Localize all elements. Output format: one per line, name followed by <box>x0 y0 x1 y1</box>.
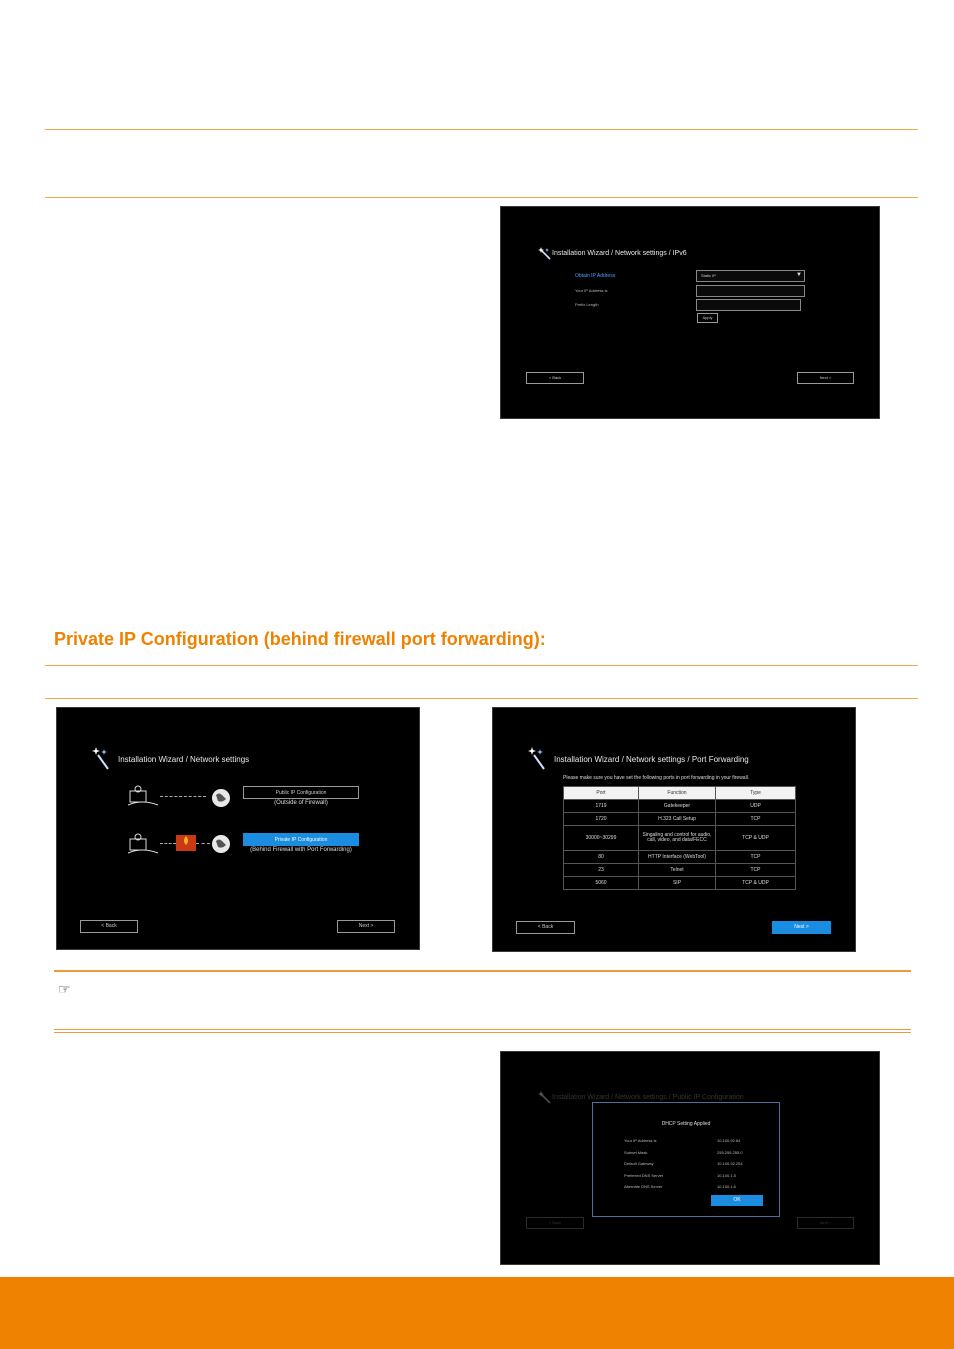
public-ip-subtext: (Outside of Firewall) <box>274 800 328 806</box>
magic-wand-icon <box>538 247 552 261</box>
type-cell: TCP <box>716 864 796 877</box>
preferred-dns-label: Preferred DNS Server <box>624 1173 664 1178</box>
back-button[interactable]: < Back <box>526 1217 584 1229</box>
prefix-length-label: Prefix Length <box>575 302 599 307</box>
next-button[interactable]: Next > <box>797 1217 854 1229</box>
function-cell: Singaling and control for audio, call, video, and data/FECC <box>639 826 716 851</box>
magic-wand-icon <box>538 1091 552 1105</box>
wizard-title: Installation Wizard / Network settings <box>118 755 250 764</box>
camera-icon <box>126 785 160 807</box>
port-table <box>563 786 796 890</box>
ip-address-label: Your IP Address is <box>624 1138 657 1143</box>
globe-icon <box>210 787 232 809</box>
divider-top-1 <box>45 129 918 130</box>
preferred-dns-value: 10.100.1.5 <box>717 1173 736 1178</box>
table-row <box>564 864 796 877</box>
connection-line <box>160 843 176 844</box>
ip-address-input[interactable] <box>696 285 805 297</box>
port-cell: 80 <box>564 851 639 864</box>
alternate-dns-value: 10.100.1.6 <box>717 1184 736 1189</box>
prefix-length-input[interactable] <box>696 299 801 311</box>
table-row <box>564 877 796 890</box>
next-button[interactable]: Next > <box>337 920 395 933</box>
table-header-row <box>564 787 796 800</box>
chevron-down-icon: ▼ <box>796 272 802 278</box>
type-cell: TCP <box>716 813 796 826</box>
pointing-hand-icon: ☞ <box>58 981 71 997</box>
type-cell: TCP & UDP <box>716 877 796 890</box>
default-gateway-label: Default Gateway <box>624 1161 654 1166</box>
background-wizard-title: Installation Wizard / Network settings / Public IP Configuration <box>552 1094 744 1101</box>
instruction-text: Please make sure you have set the following ports in port forwarding in your firewall. <box>563 775 750 781</box>
magic-wand-icon <box>92 747 112 771</box>
function-cell: HTTP Interface (WebTool) <box>639 851 716 864</box>
globe-icon <box>210 833 232 855</box>
function-cell: H.323 Call Setup <box>639 813 716 826</box>
section-heading: Private IP Configuration (behind firewall port forwarding): <box>54 629 546 649</box>
connection-line <box>160 796 206 797</box>
footer-bar <box>0 1277 954 1349</box>
port-cell: 1720 <box>564 813 639 826</box>
default-gateway-value: 10.100.92.254 <box>717 1161 743 1166</box>
function-cell: Gatekeeper <box>639 800 716 813</box>
divider-mid-2 <box>45 698 918 699</box>
ok-button[interactable]: OK <box>711 1195 763 1206</box>
port-cell: 1719 <box>564 800 639 813</box>
column-header: Type <box>716 787 796 800</box>
function-cell: SIP <box>639 877 716 890</box>
dhcp-dialog <box>592 1102 780 1217</box>
subnet-mask-label: Subnet Mask <box>624 1150 648 1155</box>
divider-top-2 <box>45 197 918 198</box>
ip-address-value: 10.100.92.84 <box>717 1138 741 1143</box>
obtain-ip-value: Static IP <box>701 273 716 278</box>
column-header: Port <box>564 787 639 800</box>
dhcp-applied-screenshot <box>500 1051 880 1265</box>
private-ip-subtext: (Behind Firewall with Port Forwarding) <box>250 847 352 853</box>
back-button[interactable]: < Back <box>80 920 138 933</box>
note-divider-bottom-1 <box>54 1029 911 1030</box>
wizard-title: Installation Wizard / Network settings / IPv6 <box>552 250 687 257</box>
next-button[interactable]: Next > <box>772 921 831 934</box>
wizard-title: Installation Wizard / Network settings / Port Forwarding <box>554 755 749 764</box>
note-divider-bottom-2 <box>54 1032 911 1033</box>
private-ip-option[interactable]: Private IP Configuration <box>243 833 359 846</box>
back-button[interactable]: < Back <box>516 921 575 934</box>
magic-wand-icon <box>528 747 548 771</box>
next-button[interactable]: Next > <box>797 372 854 384</box>
back-button[interactable]: < Back <box>526 372 584 384</box>
public-ip-option[interactable]: Public IP Configuration <box>243 786 359 799</box>
table-row <box>564 826 796 851</box>
network-settings-screenshot <box>56 707 420 950</box>
port-cell: 30000~30299 <box>564 826 639 851</box>
dialog-title: DHCP Setting Applied <box>661 1121 711 1127</box>
type-cell: UDP <box>716 800 796 813</box>
firewall-icon <box>176 833 196 851</box>
apply-button[interactable]: Apply <box>697 313 718 323</box>
table-row <box>564 800 796 813</box>
column-header: Function <box>639 787 716 800</box>
type-cell: TCP & UDP <box>716 826 796 851</box>
table-row <box>564 851 796 864</box>
function-cell: Telnet <box>639 864 716 877</box>
alternate-dns-label: Alternate DNS Server <box>624 1184 663 1189</box>
ip-address-label: Your IP Address is <box>575 288 608 293</box>
obtain-ip-label: Obtain IP Address <box>575 273 616 279</box>
port-forwarding-screenshot <box>492 707 856 952</box>
note-divider-top <box>54 970 911 972</box>
type-cell: TCP <box>716 851 796 864</box>
port-cell: 23 <box>564 864 639 877</box>
subnet-mask-value: 255.255.255.0 <box>717 1150 743 1155</box>
port-cell: 5060 <box>564 877 639 890</box>
ipv6-settings-screenshot <box>500 206 880 419</box>
obtain-ip-select[interactable] <box>696 270 805 282</box>
connection-line <box>196 843 210 844</box>
camera-icon <box>126 833 160 855</box>
table-row <box>564 813 796 826</box>
divider-mid-1 <box>45 665 918 666</box>
